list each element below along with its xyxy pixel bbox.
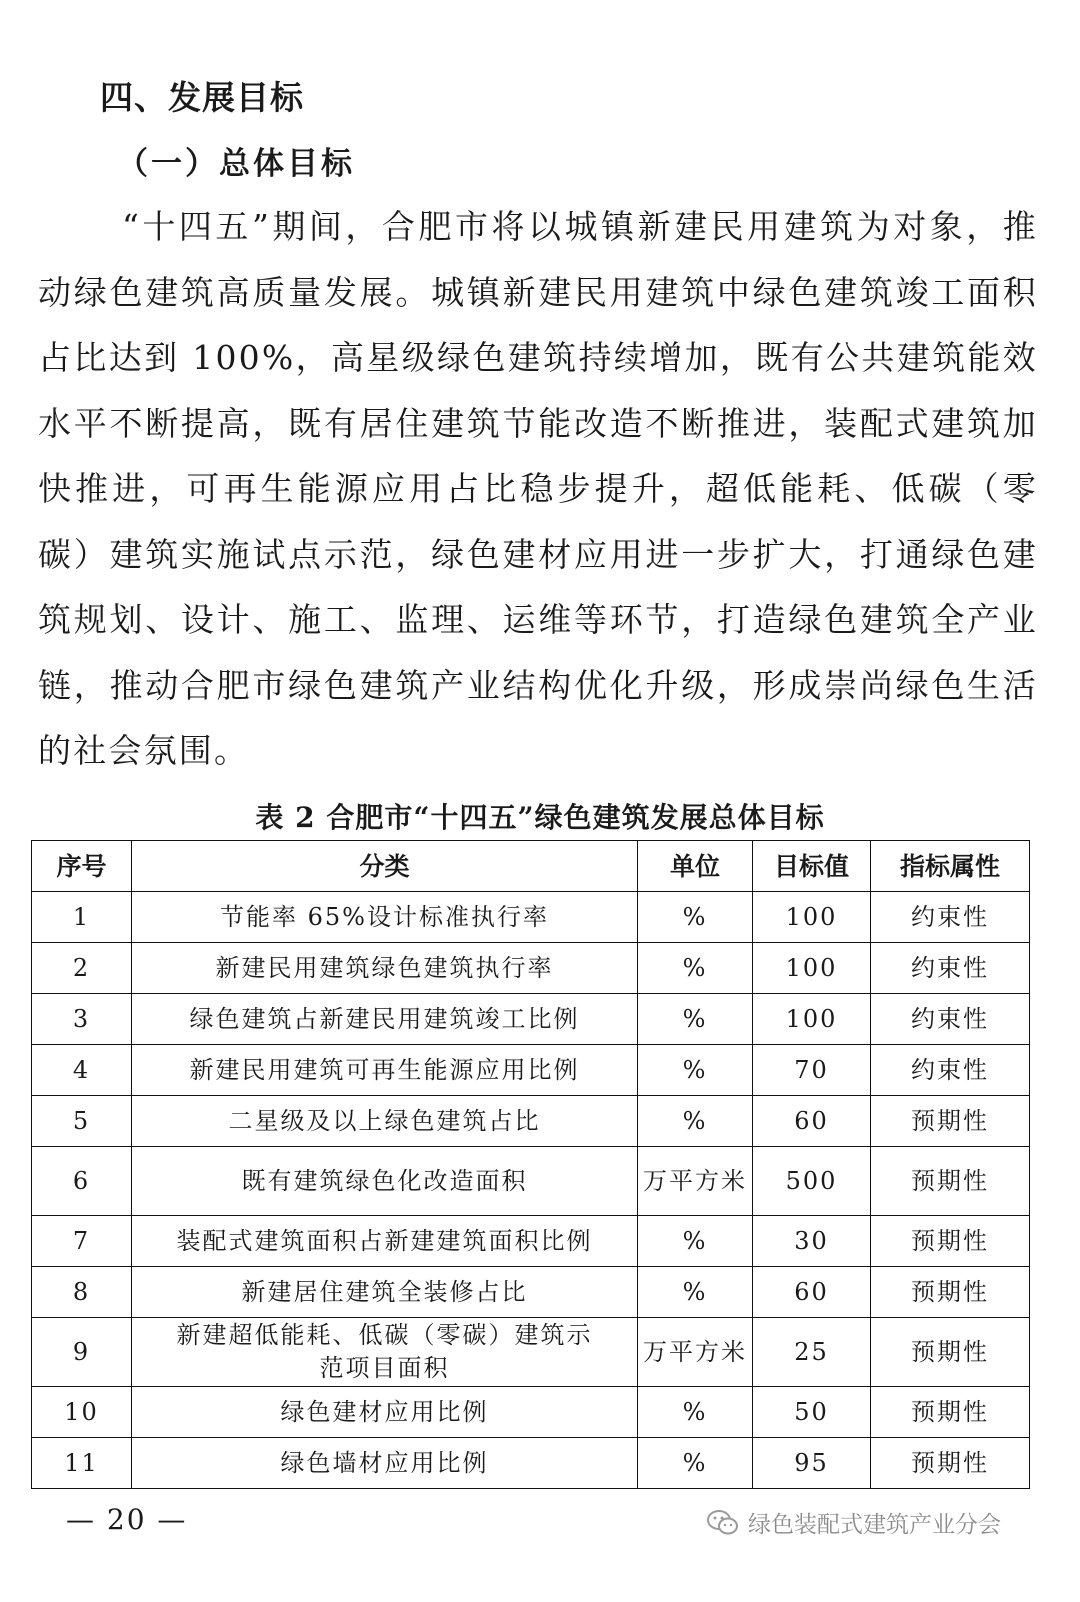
cell-index: 9	[32, 1318, 132, 1387]
cell-index: 7	[32, 1216, 132, 1267]
wechat-icon	[706, 1508, 740, 1538]
cell-attribute: 预期性	[871, 1216, 1030, 1267]
cell-unit: %	[638, 1045, 753, 1096]
cell-attribute: 预期性	[871, 1147, 1030, 1216]
cell-target: 50	[753, 1387, 871, 1438]
body-paragraph: “十四五”期间，合肥市将以城镇新建民用建筑为对象，推动绿色建筑高质量发展。城镇新建民用建筑中绿色建筑竣工面积占比达到 100%，高星级绿色建筑持续增加，既有公共建筑能效水平不断提高，既有居住建筑节能改造不断推进，装配式建筑加快推进，可再生能源应用占比稳步提升，超低能耗、低碳（零碳）建筑实施试点示范，绿色建材应用进一步扩大，打通绿色建筑规划、设计、施工、监理、运维等环节，打造绿色建筑全产业链，推动合肥市绿色建筑产业结构优化升级，形成崇尚绿色生活的社会氛围。	[38, 207, 1038, 770]
table-header-row	[32, 841, 1030, 892]
watermark-text: 绿色装配式建筑产业分会	[748, 1512, 1001, 1538]
cell-attribute: 约束性	[871, 943, 1030, 994]
table-row	[32, 1096, 1030, 1147]
table-row	[32, 1045, 1030, 1096]
cell-unit: %	[638, 1387, 753, 1438]
table-row	[32, 892, 1030, 943]
cell-unit: %	[638, 1438, 753, 1489]
header-category: 分类	[132, 841, 638, 892]
cell-target: 70	[753, 1045, 871, 1096]
cell-index: 3	[32, 994, 132, 1045]
cell-attribute: 预期性	[871, 1267, 1030, 1318]
cell-category: 节能率 65%设计标准执行率	[132, 892, 638, 943]
cell-attribute: 预期性	[871, 1318, 1030, 1387]
cell-index: 5	[32, 1096, 132, 1147]
cell-category: 绿色墙材应用比例	[132, 1438, 638, 1489]
cell-target: 500	[753, 1147, 871, 1216]
cell-target: 60	[753, 1096, 871, 1147]
table-row	[32, 1318, 1030, 1387]
cell-target: 100	[753, 994, 871, 1045]
page-number: — 20 —	[66, 1503, 188, 1536]
cell-target: 100	[753, 892, 871, 943]
table-row	[32, 1387, 1030, 1438]
cell-index: 10	[32, 1387, 132, 1438]
cell-unit: %	[638, 994, 753, 1045]
cell-target: 60	[753, 1267, 871, 1318]
table-row	[32, 943, 1030, 994]
cell-unit: %	[638, 1096, 753, 1147]
cell-category: 装配式建筑面积占新建建筑面积比例	[132, 1216, 638, 1267]
cell-category: 新建民用建筑可再生能源应用比例	[132, 1045, 638, 1096]
cell-index: 8	[32, 1267, 132, 1318]
cell-category: 新建超低能耗、低碳（零碳）建筑示范项目面积	[132, 1318, 638, 1387]
table-row	[32, 1438, 1030, 1489]
cell-unit: %	[638, 1216, 753, 1267]
cell-category: 新建居住建筑全装修占比	[132, 1267, 638, 1318]
cell-attribute: 预期性	[871, 1387, 1030, 1438]
cell-unit: 万平方米	[638, 1147, 753, 1216]
cell-attribute: 约束性	[871, 994, 1030, 1045]
header-attribute: 指标属性	[871, 841, 1030, 892]
table-row	[32, 1216, 1030, 1267]
cell-index: 1	[32, 892, 132, 943]
subsection-heading: （一）总体目标	[117, 146, 355, 182]
header-index: 序号	[32, 841, 132, 892]
cell-index: 6	[32, 1147, 132, 1216]
cell-target: 30	[753, 1216, 871, 1267]
header-target: 目标值	[753, 841, 871, 892]
table-caption: 表 2 合肥市“十四五”绿色建筑发展总体目标	[255, 801, 825, 834]
cell-attribute: 预期性	[871, 1438, 1030, 1489]
cell-category: 二星级及以上绿色建筑占比	[132, 1096, 638, 1147]
section-heading: 四、发展目标	[100, 78, 304, 117]
cell-attribute: 约束性	[871, 892, 1030, 943]
cell-category: 绿色建材应用比例	[132, 1387, 638, 1438]
cell-category: 新建民用建筑绿色建筑执行率	[132, 943, 638, 994]
cell-target: 95	[753, 1438, 871, 1489]
cell-unit: %	[638, 892, 753, 943]
cell-category: 既有建筑绿色化改造面积	[132, 1147, 638, 1216]
cell-index: 2	[32, 943, 132, 994]
cell-target: 25	[753, 1318, 871, 1387]
watermark	[706, 1506, 1001, 1539]
cell-index: 4	[32, 1045, 132, 1096]
cell-category: 绿色建筑占新建民用建筑竣工比例	[132, 994, 638, 1045]
table-row	[32, 1267, 1030, 1318]
cell-unit: %	[638, 943, 753, 994]
table-row	[32, 1147, 1030, 1216]
header-unit: 单位	[638, 841, 753, 892]
goals-table	[31, 840, 1030, 1489]
cell-attribute: 预期性	[871, 1096, 1030, 1147]
cell-unit: %	[638, 1267, 753, 1318]
cell-index: 11	[32, 1438, 132, 1489]
cell-attribute: 约束性	[871, 1045, 1030, 1096]
table-row	[32, 994, 1030, 1045]
cell-target: 100	[753, 943, 871, 994]
cell-unit: 万平方米	[638, 1318, 753, 1387]
